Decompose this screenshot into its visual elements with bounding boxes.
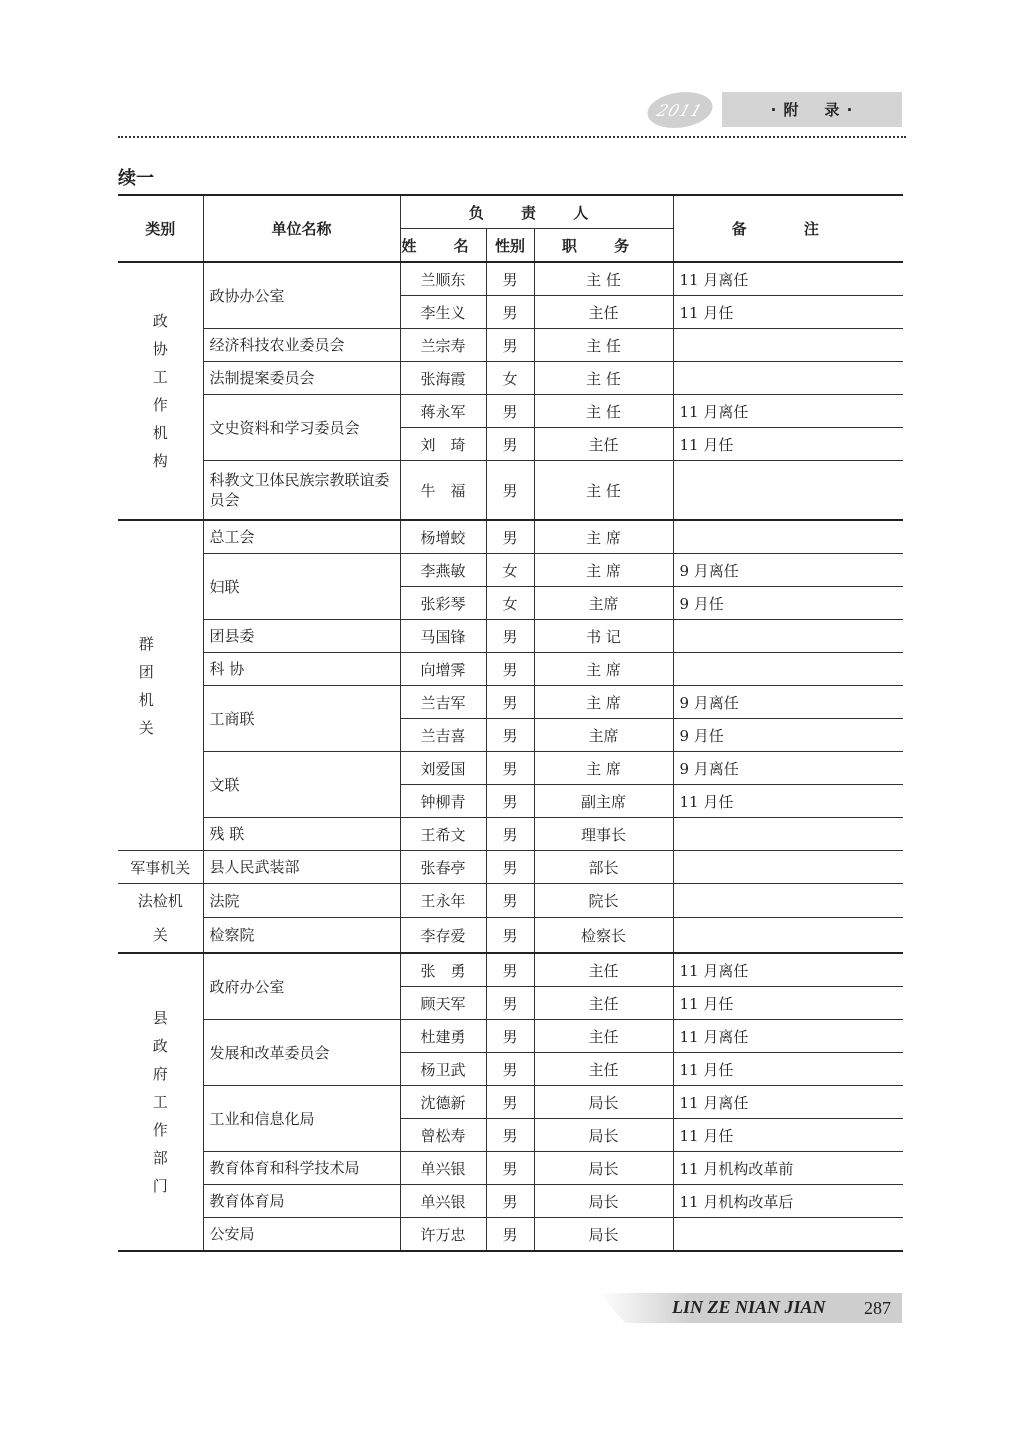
- note-cell: [673, 362, 903, 395]
- gender-cell: 男: [486, 918, 534, 953]
- name-cell: 沈德新: [400, 1086, 486, 1119]
- name-cell: 刘爱国: [400, 752, 486, 785]
- name-cell: 向增霁: [400, 653, 486, 686]
- leaders-table: [118, 194, 903, 1252]
- unit-cell: 政府办公室: [203, 953, 400, 1020]
- unit-cell: 工商联: [203, 686, 400, 752]
- note-cell: [673, 461, 903, 521]
- gender-cell: 女: [486, 587, 534, 620]
- gender-cell: 男: [486, 428, 534, 461]
- position-cell: 主 任: [534, 395, 673, 428]
- position-cell: 主任: [534, 428, 673, 461]
- table-caption: 续一: [118, 168, 154, 189]
- note-cell: 9 月离任: [673, 554, 903, 587]
- gender-cell: 男: [486, 1218, 534, 1252]
- header-divider: [118, 136, 906, 138]
- note-cell: 11 月任: [673, 1119, 903, 1152]
- position-cell: 主 任: [534, 262, 673, 296]
- section-title: · 附 录 ·: [722, 92, 902, 127]
- note-cell: [673, 329, 903, 362]
- gender-cell: 男: [486, 953, 534, 987]
- gender-cell: 男: [486, 1152, 534, 1185]
- header-unit: 单位名称: [203, 195, 400, 262]
- gender-cell: 男: [486, 395, 534, 428]
- name-cell: 杨增蛟: [400, 520, 486, 554]
- position-cell: 院长: [534, 884, 673, 918]
- unit-cell: 科 协: [203, 653, 400, 686]
- note-cell: 11 月任: [673, 428, 903, 461]
- name-cell: 许万忠: [400, 1218, 486, 1252]
- unit-cell: 政协办公室: [203, 262, 400, 329]
- position-cell: 主 任: [534, 362, 673, 395]
- category-zhengxie: 政协工作机构: [118, 262, 203, 520]
- name-cell: 李生义: [400, 296, 486, 329]
- note-cell: 9 月任: [673, 587, 903, 620]
- note-cell: 11 月任: [673, 785, 903, 818]
- gender-cell: 男: [486, 884, 534, 918]
- position-cell: 局长: [534, 1152, 673, 1185]
- name-cell: 马国锋: [400, 620, 486, 653]
- unit-cell: 公安局: [203, 1218, 400, 1252]
- page-number: 287: [864, 1298, 891, 1318]
- gender-cell: 男: [486, 1086, 534, 1119]
- name-cell: 杜建勇: [400, 1020, 486, 1053]
- name-cell: 李存爱: [400, 918, 486, 953]
- unit-cell: 教育体育局: [203, 1185, 400, 1218]
- gender-cell: 女: [486, 362, 534, 395]
- header-name: 姓 名: [400, 229, 486, 263]
- unit-cell: 法制提案委员会: [203, 362, 400, 395]
- unit-cell: 检察院: [203, 918, 400, 953]
- position-cell: 主 任: [534, 329, 673, 362]
- position-cell: 主任: [534, 987, 673, 1020]
- note-cell: [673, 520, 903, 554]
- unit-cell: 妇联: [203, 554, 400, 620]
- note-cell: [673, 620, 903, 653]
- header-category: 类别: [118, 195, 203, 262]
- header-gender: 性别: [486, 229, 534, 263]
- gender-cell: 男: [486, 1185, 534, 1218]
- name-cell: 杨卫武: [400, 1053, 486, 1086]
- name-cell: 曾松寿: [400, 1119, 486, 1152]
- header-note: 备 注: [673, 195, 903, 262]
- position-cell: 主 席: [534, 752, 673, 785]
- unit-cell: 文史资料和学习委员会: [203, 395, 400, 461]
- position-cell: 主 席: [534, 686, 673, 719]
- position-cell: 主 任: [534, 461, 673, 521]
- name-cell: 张春亭: [400, 851, 486, 884]
- position-cell: 局长: [534, 1218, 673, 1252]
- name-cell: 兰宗寿: [400, 329, 486, 362]
- unit-cell: 工业和信息化局: [203, 1086, 400, 1152]
- name-cell: 张彩琴: [400, 587, 486, 620]
- position-cell: 主席: [534, 719, 673, 752]
- gender-cell: 男: [486, 1119, 534, 1152]
- unit-cell: 教育体育和科学技术局: [203, 1152, 400, 1185]
- note-cell: 9 月离任: [673, 752, 903, 785]
- position-cell: 局长: [534, 1119, 673, 1152]
- position-cell: 主任: [534, 296, 673, 329]
- category-fajian: 法检机关: [118, 884, 203, 954]
- note-cell: 11 月离任: [673, 953, 903, 987]
- name-cell: 李燕敏: [400, 554, 486, 587]
- name-cell: 张海霞: [400, 362, 486, 395]
- gender-cell: 男: [486, 818, 534, 851]
- position-cell: 副主席: [534, 785, 673, 818]
- name-cell: 钟柳青: [400, 785, 486, 818]
- note-cell: 11 月任: [673, 296, 903, 329]
- name-cell: 兰吉喜: [400, 719, 486, 752]
- position-cell: 主席: [534, 587, 673, 620]
- note-cell: 11 月离任: [673, 1020, 903, 1053]
- unit-cell: 经济科技农业委员会: [203, 329, 400, 362]
- position-cell: 书 记: [534, 620, 673, 653]
- note-cell: 11 月机构改革后: [673, 1185, 903, 1218]
- note-cell: [673, 884, 903, 918]
- name-cell: 顾天军: [400, 987, 486, 1020]
- gender-cell: 男: [486, 785, 534, 818]
- name-cell: 兰吉军: [400, 686, 486, 719]
- gender-cell: 男: [486, 752, 534, 785]
- position-cell: 主任: [534, 1020, 673, 1053]
- note-cell: 11 月离任: [673, 262, 903, 296]
- note-cell: 11 月离任: [673, 1086, 903, 1119]
- note-cell: [673, 818, 903, 851]
- note-cell: 9 月任: [673, 719, 903, 752]
- unit-cell: 法院: [203, 884, 400, 918]
- name-cell: 牛 福: [400, 461, 486, 521]
- name-cell: 刘 琦: [400, 428, 486, 461]
- gender-cell: 男: [486, 719, 534, 752]
- unit-cell: 文联: [203, 752, 400, 818]
- note-cell: 11 月任: [673, 1053, 903, 1086]
- gender-cell: 男: [486, 1020, 534, 1053]
- name-cell: 单兴银: [400, 1152, 486, 1185]
- gender-cell: 女: [486, 554, 534, 587]
- note-cell: 9 月离任: [673, 686, 903, 719]
- note-cell: 11 月任: [673, 987, 903, 1020]
- gender-cell: 男: [486, 653, 534, 686]
- note-cell: 11 月机构改革前: [673, 1152, 903, 1185]
- unit-cell: 县人民武装部: [203, 851, 400, 884]
- gender-cell: 男: [486, 686, 534, 719]
- gender-cell: 男: [486, 987, 534, 1020]
- unit-cell: 团县委: [203, 620, 400, 653]
- category-quntuan: 群团机关: [118, 520, 203, 851]
- header-responsible: 负 责 人: [400, 195, 673, 229]
- name-cell: 王希文: [400, 818, 486, 851]
- unit-cell: 发展和改革委员会: [203, 1020, 400, 1086]
- unit-cell: 残 联: [203, 818, 400, 851]
- name-cell: 张 勇: [400, 953, 486, 987]
- name-cell: 蒋永军: [400, 395, 486, 428]
- position-cell: 部长: [534, 851, 673, 884]
- position-cell: 主任: [534, 953, 673, 987]
- gender-cell: 男: [486, 262, 534, 296]
- category-junshi: 军事机关: [118, 851, 203, 884]
- unit-cell: 总工会: [203, 520, 400, 554]
- note-cell: [673, 1218, 903, 1252]
- note-cell: [673, 918, 903, 953]
- position-cell: 理事长: [534, 818, 673, 851]
- gender-cell: 男: [486, 461, 534, 521]
- note-cell: [673, 653, 903, 686]
- gender-cell: 男: [486, 620, 534, 653]
- gender-cell: 男: [486, 1053, 534, 1086]
- year-text: 2011: [654, 100, 706, 120]
- position-cell: 局长: [534, 1086, 673, 1119]
- name-cell: 王永年: [400, 884, 486, 918]
- position-cell: 主 席: [534, 554, 673, 587]
- unit-cell: 科教文卫体民族宗教联谊委员会: [203, 461, 400, 521]
- position-cell: 主 席: [534, 520, 673, 554]
- category-zhengfu: 县政府工作部门: [118, 953, 203, 1251]
- gender-cell: 男: [486, 520, 534, 554]
- position-cell: 主 席: [534, 653, 673, 686]
- journal-name: LIN ZE NIAN JIAN: [672, 1297, 826, 1317]
- name-cell: 单兴银: [400, 1185, 486, 1218]
- gender-cell: 男: [486, 851, 534, 884]
- name-cell: 兰顺东: [400, 262, 486, 296]
- gender-cell: 男: [486, 329, 534, 362]
- year-emblem: [642, 92, 718, 128]
- gender-cell: 男: [486, 296, 534, 329]
- note-cell: [673, 851, 903, 884]
- position-cell: 局长: [534, 1185, 673, 1218]
- position-cell: 主任: [534, 1053, 673, 1086]
- header-position: 职 务: [534, 229, 673, 263]
- note-cell: 11 月离任: [673, 395, 903, 428]
- position-cell: 检察长: [534, 918, 673, 953]
